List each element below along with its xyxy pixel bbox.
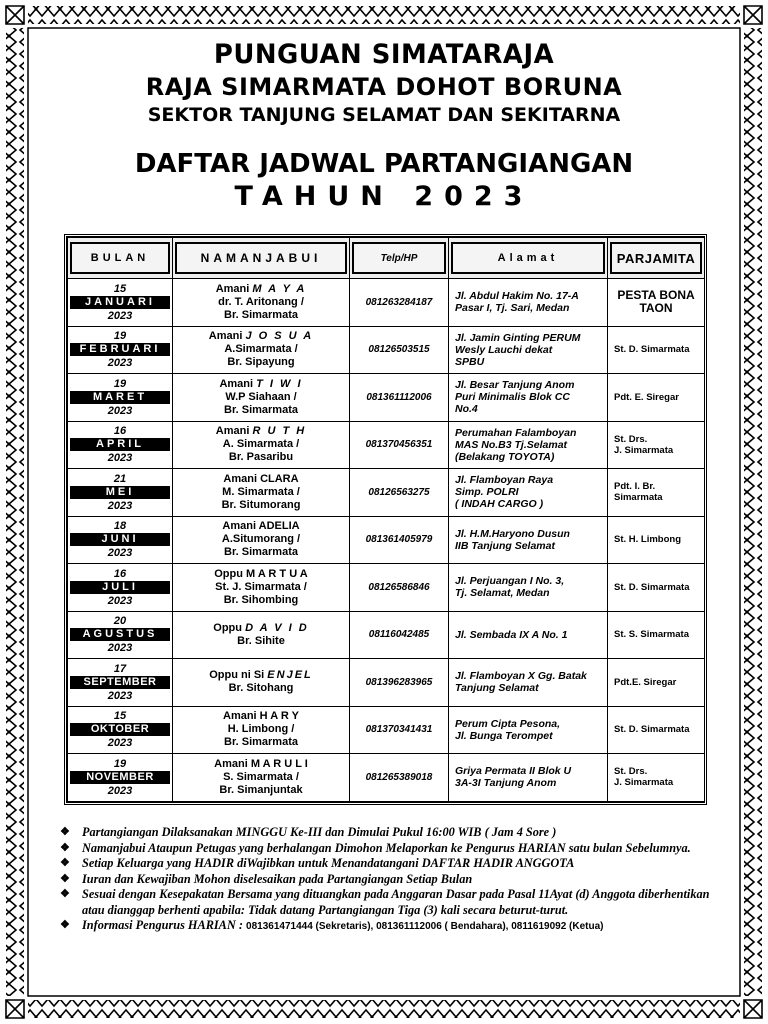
- name3-text: Br. Simarmata: [224, 403, 298, 416]
- name3-text: Br. Sipayung: [227, 356, 295, 369]
- preacher-cell: [608, 469, 705, 517]
- day-text: 16: [113, 567, 127, 580]
- parj2-text: Simarmata: [614, 492, 663, 504]
- parj1-text: St. D. Simarmata: [614, 581, 690, 593]
- host-title: Amani ADELIA: [222, 520, 300, 533]
- note-text: Iuran dan Kewajiban Mohon diselesaikan pada Partangiangan Setiap Bulan: [82, 871, 473, 886]
- column-header-namanjabui: NAMANJABUI: [173, 238, 350, 279]
- year-text: 2023: [107, 357, 133, 370]
- addr1-text: Jl. Flamboyan Raya: [455, 474, 554, 487]
- preacher-cell: [608, 706, 705, 754]
- phone-cell: 08126586846: [350, 564, 449, 612]
- host-title: Oppu: [213, 621, 242, 634]
- day-text: 21: [113, 472, 127, 485]
- host-child-name: T I W I: [256, 377, 303, 390]
- addr1-text: Jl. Abdul Hakim No. 17-A: [455, 290, 579, 303]
- table-row: [68, 564, 705, 612]
- month-cell: [68, 421, 173, 469]
- host-title: Amani CLARA: [223, 472, 299, 485]
- addr2-text: Tj. Selamat, Medan: [455, 587, 550, 600]
- host-title: Amani: [208, 330, 243, 343]
- host-child-name: J O S U A: [245, 330, 314, 343]
- host-child-name: R U T H: [252, 425, 307, 438]
- month-text: SEPTEMBER: [70, 676, 170, 689]
- phone-cell: 081263284187: [350, 279, 449, 327]
- diamond-bullet-icon: ❖: [60, 841, 70, 854]
- parj1-text: PESTA BONA: [617, 288, 695, 303]
- address-cell: [449, 469, 608, 517]
- addr2-text: Simp. POLRI: [455, 486, 519, 499]
- year-text: 2023: [107, 594, 133, 607]
- day-text: 19: [113, 330, 127, 343]
- note-item: [60, 856, 720, 872]
- addr1-text: Jl. Perjuangan I No. 3,: [455, 575, 565, 588]
- parj1-text: St. D. Simarmata: [614, 724, 690, 736]
- address-cell: [449, 421, 608, 469]
- address-cell: [449, 659, 608, 707]
- name3-text: Br. Pasaribu: [228, 451, 294, 464]
- address-cell: [449, 374, 608, 422]
- month-cell: [68, 516, 173, 564]
- month-text: NOVEMBER: [70, 771, 170, 784]
- month-cell: [68, 326, 173, 374]
- month-cell: [68, 374, 173, 422]
- table-row: [68, 659, 705, 707]
- year-text: 2023: [107, 452, 133, 465]
- address-cell: [449, 754, 608, 802]
- month-text: JANUARI: [70, 296, 170, 309]
- preacher-cell: [608, 279, 705, 327]
- month-cell: [68, 754, 173, 802]
- host-cell: [173, 516, 350, 564]
- diamond-bullet-icon: ❖: [60, 857, 70, 869]
- day-text: 18: [113, 520, 127, 533]
- note-item: [60, 887, 720, 918]
- addr2-text: 3A-3I Tanjung Anom: [455, 777, 557, 790]
- month-text: JUNI: [70, 533, 170, 546]
- parj1-text: Pdt. E. Siregar: [614, 391, 679, 403]
- addr2-text: Wesly Lauchi dekat: [455, 343, 553, 356]
- month-text: FEBRUARI: [70, 343, 170, 356]
- name3-text: Br. Sihombing: [223, 593, 299, 606]
- table-row: [68, 706, 705, 754]
- note-item: [60, 872, 720, 888]
- note-item: [60, 841, 720, 857]
- name2-text: A.Simarmata /: [224, 343, 298, 356]
- month-text: JULI: [70, 581, 170, 594]
- host-cell: [173, 754, 350, 802]
- table-row: [68, 421, 705, 469]
- host-cell: [173, 564, 350, 612]
- table-header-row: [68, 238, 705, 279]
- addr3-text: ( INDAH CARGO ): [455, 498, 544, 511]
- table-row: [68, 374, 705, 422]
- addr2-text: Puri Minimalis Blok CC: [455, 391, 570, 404]
- parj2-text: J. Simarmata: [614, 444, 674, 456]
- host-cell: [173, 611, 350, 659]
- month-text: OKTOBER: [70, 723, 170, 736]
- parj1-text: Pdt. I. Br.: [614, 481, 656, 493]
- address-cell: [449, 564, 608, 612]
- document-header: [40, 38, 728, 214]
- diamond-bullet-icon: ❖: [60, 826, 70, 838]
- addr2-text: Jl. Bunga Terompet: [455, 729, 553, 742]
- table-row: [68, 754, 705, 802]
- addr2-text: IIB Tanjung Selamat: [455, 539, 555, 552]
- note-text: Sesuai dengan Kesepakatan Bersama yang dituangkan pada Anggaran Dasar pada Pasal 11Ayat (d) Anggota diberhentikan atau dianggap berhenti apabila: Tidak datang Partangiangan Tiga (3) kali secara beturut-turut.: [82, 887, 710, 917]
- phone-cell: 08126503515: [350, 326, 449, 374]
- addr1-text: Griya Permata II Blok U: [455, 765, 572, 778]
- month-cell: [68, 706, 173, 754]
- name2-text: M. Simarmata /: [222, 485, 300, 498]
- address-cell: [449, 611, 608, 659]
- parj1-text: Pdt.E. Siregar: [614, 676, 677, 688]
- addr1-text: Jl. Jamin Ginting PERUM: [455, 331, 581, 344]
- parj1-text: St. H. Limbong: [614, 534, 682, 546]
- note-item: [60, 918, 720, 935]
- preacher-cell: [608, 421, 705, 469]
- addr1-text: Jl. H.M.Haryono Dusun: [455, 527, 570, 540]
- parj1-text: St. S. Simarmata: [614, 629, 689, 641]
- table-row: [68, 279, 705, 327]
- host-cell: [173, 659, 350, 707]
- addr3-text: No.4: [455, 403, 478, 416]
- phone-cell: 081396283965: [350, 659, 449, 707]
- diamond-bullet-icon: ❖: [60, 919, 70, 931]
- column-header-parjamita: PARJAMITA: [608, 238, 705, 279]
- name3-text: Br. Simarmata: [224, 308, 298, 321]
- table-row: [68, 469, 705, 517]
- name2-text: dr. T. Aritonang /: [218, 295, 304, 308]
- host-child-name: D A V I D: [245, 621, 309, 634]
- addr3-text: (Belakang TOYOTA): [455, 450, 555, 463]
- name3-text: Br. Simanjuntak: [219, 783, 303, 796]
- name3-text: Br. Situmorang: [221, 498, 301, 511]
- host-child-name: ENJEL: [267, 669, 313, 682]
- address-cell: [449, 706, 608, 754]
- preacher-cell: [608, 659, 705, 707]
- month-cell: [68, 279, 173, 327]
- note-item: [60, 825, 720, 841]
- host-cell: [173, 706, 350, 754]
- table-row: [68, 611, 705, 659]
- month-text: MARET: [70, 391, 170, 404]
- month-text: AGUSTUS: [70, 628, 170, 641]
- addr3-text: SPBU: [455, 355, 485, 368]
- month-cell: [68, 659, 173, 707]
- preacher-cell: [608, 326, 705, 374]
- phone-cell: 081361112006: [350, 374, 449, 422]
- diamond-bullet-icon: ❖: [60, 872, 70, 885]
- addr2-text: MAS No.B3 Tj.Selamat: [455, 438, 568, 451]
- host-title: Oppu M A R T U A: [214, 567, 308, 580]
- host-title: Amani: [215, 282, 250, 295]
- host-cell: [173, 374, 350, 422]
- phone-cell: 081370456351: [350, 421, 449, 469]
- addr1-text: Jl. Flamboyan X Gg. Batak: [455, 670, 587, 683]
- year-text: 2023: [107, 547, 133, 560]
- parj2-text: TAON: [639, 301, 673, 316]
- day-text: 15: [113, 282, 127, 295]
- month-text: MEI: [70, 486, 170, 499]
- year-title: TAHUN 2023: [234, 181, 534, 212]
- month-text: APRIL: [70, 438, 170, 451]
- month-cell: [68, 564, 173, 612]
- schedule-table: [64, 234, 707, 805]
- parj1-text: St. Drs.: [614, 766, 648, 778]
- preacher-cell: [608, 611, 705, 659]
- parj1-text: St. D. Simarmata: [614, 344, 690, 356]
- address-cell: [449, 516, 608, 564]
- month-cell: [68, 611, 173, 659]
- host-title: Amani H A R Y: [223, 710, 299, 723]
- note-text: Setiap Keluarga yang HADIR diWajibkan untuk Menandatangani DAFTAR HADIR ANGGOTA: [82, 856, 575, 870]
- phone-cell: 08126563275: [350, 469, 449, 517]
- host-title: Oppu ni Si: [209, 669, 265, 682]
- host-child-name: M A Y A: [252, 282, 307, 295]
- note-text: Partangiangan Dilaksanakan MINGGU Ke-III dan Dimulai Pukul 16:00 WIB ( Jam 4 Sore ): [82, 825, 557, 839]
- host-cell: [173, 469, 350, 517]
- addr1-text: Perum Cipta Pesona,: [455, 717, 561, 730]
- year-text: 2023: [107, 642, 133, 655]
- year-text: 2023: [107, 309, 133, 322]
- name2-text: H. Limbong /: [227, 723, 295, 736]
- addr1-text: Jl. Sembada IX A No. 1: [455, 628, 568, 641]
- year-text: 2023: [107, 499, 133, 512]
- host-cell: [173, 421, 350, 469]
- name3-text: Br. Simarmata: [224, 546, 298, 559]
- phone-cell: 081361405979: [350, 516, 449, 564]
- host-cell: [173, 326, 350, 374]
- day-text: 17: [113, 662, 127, 675]
- host-title: Amani: [219, 377, 254, 390]
- month-cell: [68, 469, 173, 517]
- diamond-bullet-icon: ❖: [60, 888, 70, 900]
- preacher-cell: [608, 754, 705, 802]
- year-text: 2023: [107, 404, 133, 417]
- addr2-text: Tanjung Selamat: [455, 682, 539, 695]
- address-cell: [449, 279, 608, 327]
- note-text: Informasi Pengurus HARIAN :: [82, 918, 247, 932]
- phone-cell: 081370341431: [350, 706, 449, 754]
- name2-text: St. J. Simarmata /: [215, 580, 307, 593]
- notes-list: [60, 825, 720, 935]
- column-header-bulan: BULAN: [68, 238, 173, 279]
- day-text: 19: [113, 757, 127, 770]
- contact-numbers: 081361471444 (Sekretaris), 081361112006 ( Bendahara), 0811619092 (Ketua): [246, 921, 604, 932]
- addr1-text: Perumahan Falamboyan: [455, 426, 577, 439]
- organization-subtitle: RAJA SIMARMATA DOHOT BORUNA: [145, 73, 623, 101]
- name2-text: Br. Sitohang: [228, 682, 294, 695]
- host-title: Amani M A R U L I: [214, 757, 308, 770]
- phone-cell: 08116042485: [350, 611, 449, 659]
- day-text: 15: [113, 710, 127, 723]
- day-text: 20: [113, 615, 127, 628]
- name2-text: W.P Siahaan /: [225, 390, 297, 403]
- note-text: Namanjabui Ataupun Petugas yang berhalangan Dimohon Melaporkan ke Pengurus HARIAN satu bulan Sebelumnya.: [82, 840, 691, 855]
- host-cell: [173, 279, 350, 327]
- name3-text: Br. Simarmata: [224, 736, 298, 749]
- parj1-text: St. Drs.: [614, 433, 648, 445]
- parj2-text: J. Simarmata: [614, 777, 674, 789]
- year-text: 2023: [107, 737, 133, 750]
- name2-text: S. Simarmata /: [223, 770, 299, 783]
- phone-cell: 081265389018: [350, 754, 449, 802]
- name2-text: Br. Sihite: [237, 634, 285, 647]
- sector-title: SEKTOR TANJUNG SELAMAT DAN SEKITARNA: [147, 104, 621, 126]
- name2-text: A. Simarmata /: [222, 438, 300, 451]
- column-header-telp: Telp/HP: [350, 238, 449, 279]
- year-text: 2023: [107, 784, 133, 797]
- organization-title: PUNGUAN SIMATARAJA: [213, 39, 555, 70]
- address-cell: [449, 326, 608, 374]
- schedule-title: DAFTAR JADWAL PARTANGIANGAN: [134, 149, 634, 179]
- day-text: 19: [113, 377, 127, 390]
- preacher-cell: [608, 564, 705, 612]
- addr2-text: Pasar I, Tj. Sari, Medan: [455, 302, 570, 315]
- year-text: 2023: [107, 689, 133, 702]
- table-row: [68, 516, 705, 564]
- preacher-cell: [608, 374, 705, 422]
- addr1-text: Jl. Besar Tanjung Anom: [455, 379, 575, 392]
- column-header-alamat: Alamat: [449, 238, 608, 279]
- host-title: Amani: [215, 425, 250, 438]
- preacher-cell: [608, 516, 705, 564]
- name2-text: A.Situmorang /: [221, 533, 301, 546]
- day-text: 16: [113, 425, 127, 438]
- table-row: [68, 326, 705, 374]
